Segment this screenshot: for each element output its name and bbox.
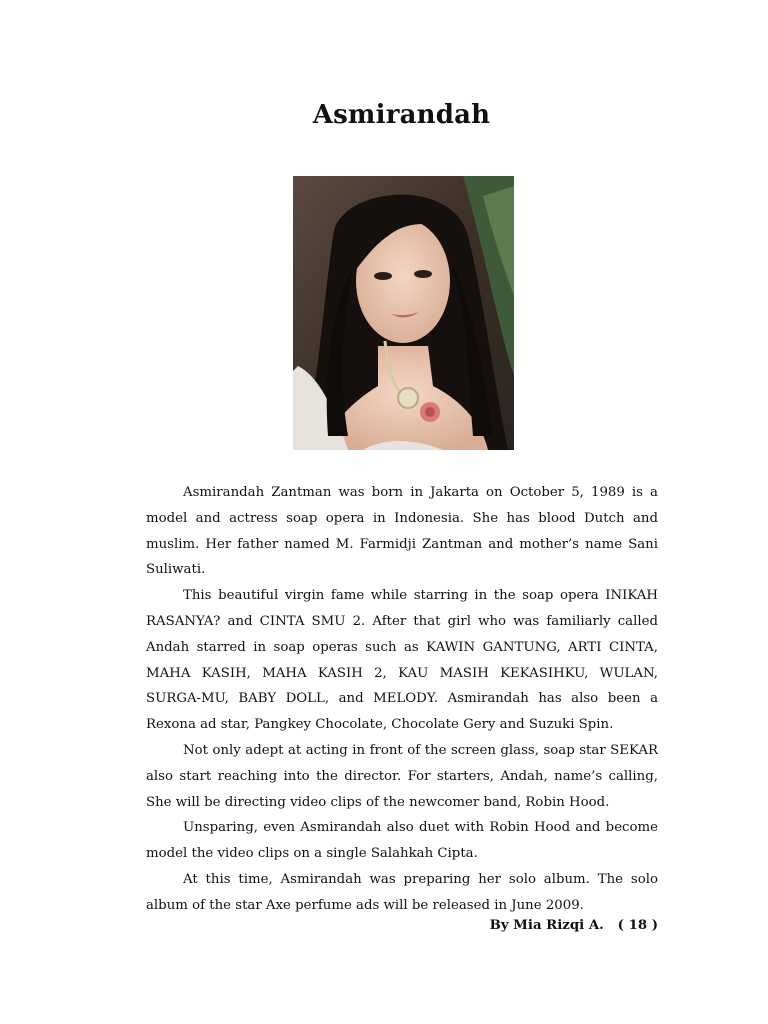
paragraph: At this time, Asmirandah was preparing her solo album. The solo album of the star Axe perfume ads will be released in June 2009. xyxy=(146,871,658,913)
byline: By Mia Rizqi A. ( 18 ) xyxy=(489,918,658,933)
paragraph: Asmirandah Zantman was born in Jakarta on October 5, 1989 is a model and actress soap opera in Indonesia. She has blood Dutch and muslim. Her father named M. Farmidji Zantman and mother’s name Sani Suliwati. xyxy=(146,485,658,578)
portrait-photo xyxy=(293,176,514,450)
paragraph: Not only adept at acting in front of the screen glass, soap star SEKAR also start reaching into the director. For starters, Andah, name’s calling, She will be directing video clips of the newcomer band, Robin Hood. xyxy=(146,742,658,810)
body-text xyxy=(146,480,658,919)
paragraph: This beautiful virgin fame while starring in the soap opera INIKAH RASANYA? and CINTA SMU 2. After that girl who was familiarly called Andah starred in soap operas such as KAWIN GANTUNG, ARTI CINTA, MAHA KASIH, MAHA KASIH 2, KAU MASIH KEKASIHKU, WULAN, SURGA-MU, BABY DOLL, and MELODY. Asmirandah has also been a Rexona ad star, Pangkey Chocolate, Chocolate Gery and Suzuki Spin. xyxy=(146,588,658,733)
paragraph: Unsparing, even Asmirandah also duet with Robin Hood and become model the video clips on a single Salahkah Cipta. xyxy=(146,820,658,862)
document-title: Asmirandah xyxy=(312,100,491,130)
